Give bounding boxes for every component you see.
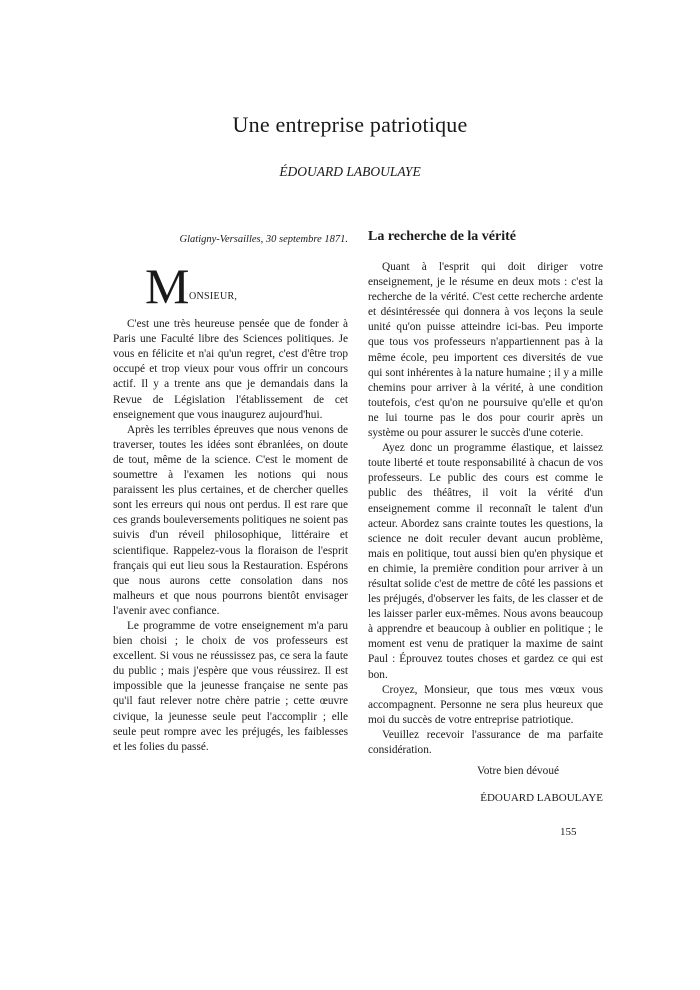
page-title: Une entreprise patriotique xyxy=(232,112,468,137)
closing: Votre bien dévoué xyxy=(477,765,559,778)
salutation-rest: ONSIEUR, xyxy=(189,291,238,303)
author-name: ÉDOUARD LABOULAYE xyxy=(279,164,421,179)
paragraph: Le programme de votre enseignement m'a paru bien choisi ; le choix de vos professeurs est excellent. Si vous ne réussissez pas, ce sera la faute du public ; mais j'espère que vous réussirez. Il est impossible que la jeunesse française ne sente pas qu'il faut relever notre chère patrie ; cette œuvre civique, la jeunesse seule peut l'accomplir ; elle seule peut rompre avec les préjugés, les faiblesses et les folies du passé. xyxy=(113,619,348,753)
left-column xyxy=(113,228,348,755)
paragraph: Croyez, Monsieur, que tous mes vœux vous accompagnent. Personne ne sera plus heureux que moi du succès de votre entreprise patriotique. xyxy=(368,683,603,726)
paragraph: Veuillez recevoir l'assurance de ma parfaite considération. xyxy=(368,728,603,756)
paragraph: Après les terribles épreuves que nous venons de traverser, toutes les idées sont ébranlées, on doute de tout, même de la science. C'est le moment de soumettre à l'examen les notions qui nous paraissent les plus certaines, et de chercher quelles sont les erreurs qui nous ont perdus. Il est rare que ces grands bouleversements politiques ne soient pas suivis d'un réveil philosophique, littéraire et scientifique. Rappelez-vous la floraison de l'esprit français qui eut lieu sous la Restauration. Espérons que nous aurons cette consolation dans nos malheurs et que nous pourrons bientôt envisager l'avenir avec confiance. xyxy=(113,423,348,617)
paragraph: C'est une très heureuse pensée que de fonder à Paris une Faculté libre des Sciences politiques. Je vous en félicite et n'ai qu'un regret, c'est d'être trop occupé et trop vieux pour vous offrir un concours actif. Il y a trente ans que je demandais dans la Revue de Législation l'établissement de cet enseignement que vous inaugurez aujourd'hui. xyxy=(113,318,348,421)
dateline: Glatigny-Versailles, 30 septembre 1871. xyxy=(179,234,348,245)
right-column xyxy=(368,228,603,806)
paragraph: Quant à l'esprit qui doit diriger votre enseignement, je le résume en deux mots : c'est la recherche de la vérité. C'est cette recherche ardente et désintéressée qui donnera à vos leçons la seule unité qu'on puisse atteindre ici-bas. Peu importe que tous vos professeurs n'appartiennent pas à la même école, peu importent ces diversités de vue qui sont inhérentes à la nature humaine ; il y a mille chemins pour arriver à la vérité, à une condition toutefois, c'est qu'on ne poursuive qu'elle et qu'on ne lui tourne pas le dos pour courir après un système ou pour assurer le succès d'une coterie. xyxy=(368,261,603,440)
signature: ÉDOUARD LABOULAYE xyxy=(480,792,603,805)
paragraph: Ayez donc un programme élastique, et laissez toute liberté et toute responsabilité à chacun de vos professeurs. Le public des cours est comme le public des théâtres, il voit la vérité d'un enseignement comme il reconnaît le talent d'un acteur. Abordez sans crainte toutes les questions, la science ne doit reculer devant aucun problème, mais en politique, tout aussi bien qu'en physique et en chimie, la première condition pour arriver à un résultat solide c'est de mettre de côté les passions et les préjugés, d'observer les faits, de les classer et de les laisser parler eux-mêmes. Nous avons beaucoup à apprendre et beaucoup à oublier en politique ; le moment est venu de pratiquer la maxime de saint Paul : Éprouvez toutes choses et gardez ce qui est bon. xyxy=(368,442,603,681)
section-heading: La recherche de la vérité xyxy=(368,229,516,244)
page-number: 155 xyxy=(560,826,577,838)
drop-cap: M xyxy=(145,258,190,315)
salutation xyxy=(113,258,348,315)
